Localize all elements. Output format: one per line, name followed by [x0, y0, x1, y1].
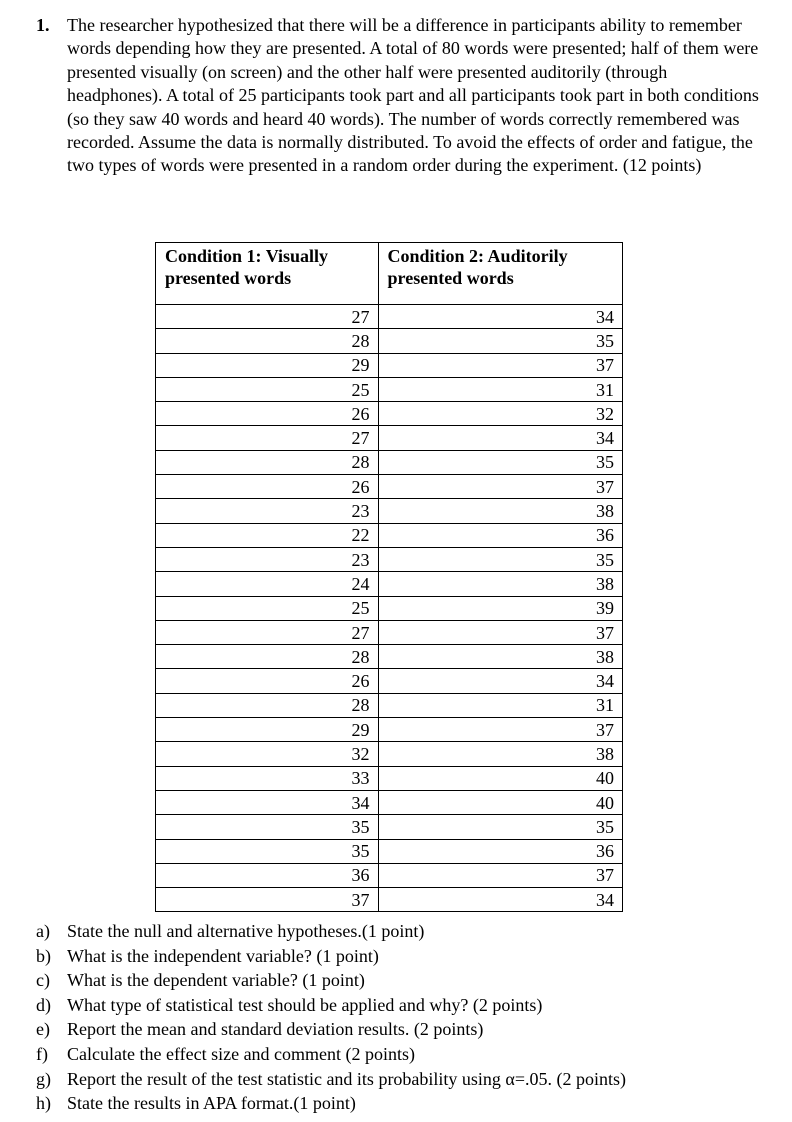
- sub-question-text: Report the mean and standard deviation results. (2 points): [67, 1019, 484, 1040]
- question-block: [36, 14, 766, 178]
- condition-1-value: 37: [156, 888, 379, 912]
- condition-2-value: 38: [378, 499, 622, 523]
- condition-1-value: 35: [156, 839, 379, 863]
- condition-2-value: 34: [378, 669, 622, 693]
- condition-2-value: 36: [378, 839, 622, 863]
- condition-2-value: 38: [378, 572, 622, 596]
- table-row: [156, 790, 623, 814]
- sub-question-text: State the results in APA format.(1 point): [67, 1093, 356, 1114]
- table-row: [156, 888, 623, 912]
- condition-2-value: 39: [378, 596, 622, 620]
- condition-1-value: 22: [156, 523, 379, 547]
- question-number: 1.: [36, 15, 50, 35]
- sub-question-text: What type of statistical test should be applied and why? (2 points): [67, 994, 543, 1015]
- table-row: [156, 693, 623, 717]
- sub-question-label: c): [36, 970, 50, 991]
- table-row: [156, 645, 623, 669]
- condition-1-value: 26: [156, 475, 379, 499]
- condition-2-value: 34: [378, 888, 622, 912]
- condition-1-header: Condition 1: Visually presented words: [156, 243, 379, 305]
- condition-2-value: 38: [378, 645, 622, 669]
- condition-2-value: 40: [378, 790, 622, 814]
- condition-1-value: 26: [156, 669, 379, 693]
- condition-2-value: 35: [378, 450, 622, 474]
- condition-2-value: 37: [378, 620, 622, 644]
- sub-question-item: [36, 1042, 756, 1067]
- table-row: [156, 450, 623, 474]
- sub-question-item: [36, 1017, 756, 1042]
- table-row: [156, 329, 623, 353]
- table-row: [156, 839, 623, 863]
- condition-1-value: 32: [156, 742, 379, 766]
- condition-1-value: 27: [156, 620, 379, 644]
- table-row: [156, 815, 623, 839]
- sub-question-text: Calculate the effect size and comment (2 points): [67, 1043, 416, 1064]
- condition-1-value: 24: [156, 572, 379, 596]
- sub-question-text: State the null and alternative hypotheses.(1 point): [67, 921, 425, 941]
- table-row: [156, 377, 623, 401]
- sub-question-label: b): [36, 945, 51, 966]
- condition-1-value: 28: [156, 329, 379, 353]
- table-row: [156, 620, 623, 644]
- condition-2-value: 40: [378, 766, 622, 790]
- sub-question-text: Report the result of the test statistic and its probability using α=.05. (2 points): [67, 1068, 627, 1089]
- condition-2-value: 35: [378, 547, 622, 571]
- condition-2-value: 31: [378, 693, 622, 717]
- condition-1-value: 25: [156, 596, 379, 620]
- sub-question-label: d): [36, 994, 51, 1015]
- sub-question-item: [36, 993, 756, 1018]
- table-row: [156, 523, 623, 547]
- table-row: [156, 426, 623, 450]
- table-row: [156, 669, 623, 693]
- table-row: [156, 572, 623, 596]
- condition-1-value: 27: [156, 305, 379, 329]
- table-row: [156, 475, 623, 499]
- condition-2-value: 37: [378, 863, 622, 887]
- condition-2-value: 35: [378, 815, 622, 839]
- sub-question-label: g): [36, 1068, 51, 1089]
- condition-1-value: 29: [156, 718, 379, 742]
- table-row: [156, 596, 623, 620]
- question-text: The researcher hypothesized that there will be a difference in participants ability to remember words depending how they are presented. A total of 80 words were presented; half of them were presented visually (on screen) and the other half were presented auditorily (through headphones). A total of 25 participants took part and all participants took part in both conditions (so they saw 40 words and heard 40 words). The number of words correctly remembered was recorded. Assume the data is normally distributed. To avoid the effects of order and fatigue, the two types of words were presented in a random order during the experiment. (12 points): [67, 15, 759, 176]
- condition-1-value: 26: [156, 402, 379, 426]
- table-row: [156, 547, 623, 571]
- sub-question-text: What is the independent variable? (1 point): [67, 945, 379, 966]
- condition-2-value: 31: [378, 377, 622, 401]
- table-row: [156, 863, 623, 887]
- sub-question-item: [36, 944, 756, 969]
- table-row: [156, 718, 623, 742]
- condition-1-value: 27: [156, 426, 379, 450]
- condition-2-value: 35: [378, 329, 622, 353]
- sub-question-label: f): [36, 1043, 48, 1064]
- table-row: [156, 353, 623, 377]
- condition-1-value: 29: [156, 353, 379, 377]
- condition-1-value: 28: [156, 450, 379, 474]
- condition-1-value: 35: [156, 815, 379, 839]
- condition-2-value: 34: [378, 426, 622, 450]
- data-table: [155, 242, 623, 912]
- table-row: [156, 766, 623, 790]
- condition-2-value: 37: [378, 475, 622, 499]
- sub-questions-list: [36, 919, 756, 1116]
- condition-2-value: 36: [378, 523, 622, 547]
- sub-question-label: e): [36, 1019, 50, 1040]
- condition-1-value: 33: [156, 766, 379, 790]
- condition-1-value: 34: [156, 790, 379, 814]
- table-header-row: [156, 243, 623, 305]
- table-row: [156, 499, 623, 523]
- condition-1-value: 36: [156, 863, 379, 887]
- condition-1-value: 28: [156, 693, 379, 717]
- sub-question-item: [36, 1091, 756, 1116]
- condition-1-value: 28: [156, 645, 379, 669]
- sub-question-item: [36, 968, 756, 993]
- table-row: [156, 742, 623, 766]
- condition-2-value: 32: [378, 402, 622, 426]
- table-row: [156, 305, 623, 329]
- table-body: [156, 305, 623, 912]
- condition-1-value: 23: [156, 499, 379, 523]
- sub-question-item: [36, 1067, 756, 1092]
- condition-2-header: Condition 2: Auditorily presented words: [378, 243, 622, 305]
- condition-1-value: 23: [156, 547, 379, 571]
- condition-2-value: 34: [378, 305, 622, 329]
- table-row: [156, 402, 623, 426]
- condition-1-value: 25: [156, 377, 379, 401]
- sub-question-item: [36, 919, 756, 944]
- sub-question-label: a): [36, 921, 50, 941]
- condition-2-value: 37: [378, 718, 622, 742]
- condition-2-value: 37: [378, 353, 622, 377]
- condition-2-value: 38: [378, 742, 622, 766]
- sub-question-text: What is the dependent variable? (1 point): [67, 970, 365, 991]
- sub-question-label: h): [36, 1093, 51, 1114]
